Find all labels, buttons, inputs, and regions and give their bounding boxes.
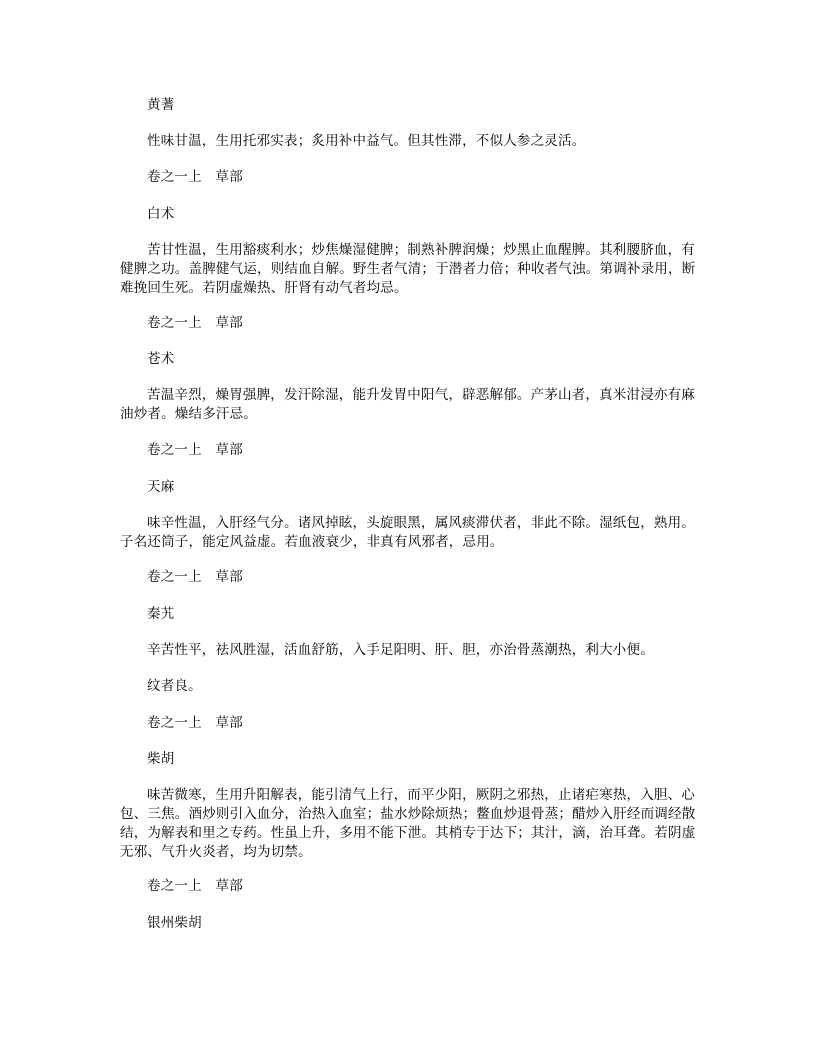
herb-title-yinzhou-chaihu: 银州柴胡: [147, 915, 202, 931]
herb-title-baizhu: 白术: [147, 206, 175, 222]
herb-title-qinjiao: 秦艽: [147, 606, 175, 622]
herb-title-cangzhu: 苍术: [147, 351, 175, 367]
herb-description-qinjiao: 辛苦性平，祛风胜湿，活血舒筋，入手足阳明、肝、胆，亦治骨蒸潮热，利大小便。: [147, 642, 654, 658]
section-label: 卷之一上 草部: [147, 169, 243, 185]
herb-note-qinjiao: 纹者良。: [147, 678, 202, 694]
herb-title-tianma: 天麻: [147, 479, 175, 495]
section-label: 卷之一上 草部: [147, 442, 243, 458]
herb-description-huangqi: 性味甘温，生用托邪实表；炙用补中益气。但其性滞，不似人参之灵活。: [147, 133, 586, 149]
section-label: 卷之一上 草部: [147, 878, 243, 894]
section-label: 卷之一上 草部: [147, 715, 243, 731]
herb-title-chaihu: 柴胡: [147, 751, 175, 767]
section-label: 卷之一上 草部: [147, 569, 243, 585]
herb-description-chaihu: 味苦微寒，生用升阳解表，能引清气上行，而平少阳，厥阴之邪热，止诸疟寒热，入胆、心包、三焦。酒炒则引入血分，治热入血室；盐水炒除烦热；鳖血炒退骨蒸；醋炒入肝经而调经散结，为解表和里之专药。性虽上升，多用不能下泄。其梢专于达下；其汁，滴，治耳聋。若阴虚无邪、气升火炎者，均为切禁。: [120, 787, 696, 860]
section-label: 卷之一上 草部: [147, 315, 243, 331]
herb-title-huangqi: 黄蓍: [147, 97, 175, 113]
herb-description-baizhu: 苦甘性温，生用豁痰利水；炒焦燥湿健脾；制熟补脾润燥；炒黑止血醒脾。其利腰脐血，有健脾之功。盖脾健气运，则结血自解。野生者气清；于潜者力倍；种收者气浊。第调补录用，断难挽回生死。若阴虚燥热、肝肾有动气者均忌。: [120, 242, 696, 296]
herb-description-tianma: 味辛性温，入肝经气分。诸风掉眩，头旋眼黑，属风痰滞伏者，非此不除。湿纸包，熟用。子名还筒子，能定风益虚。若血液衰少，非真有风邪者，忌用。: [120, 515, 695, 550]
herb-description-cangzhu: 苦温辛烈，燥胃强脾，发汗除湿，能升发胃中阳气，辟恶解郁。产茅山者，真米泔浸亦有麻油炒者。燥结多汗忌。: [120, 387, 695, 422]
